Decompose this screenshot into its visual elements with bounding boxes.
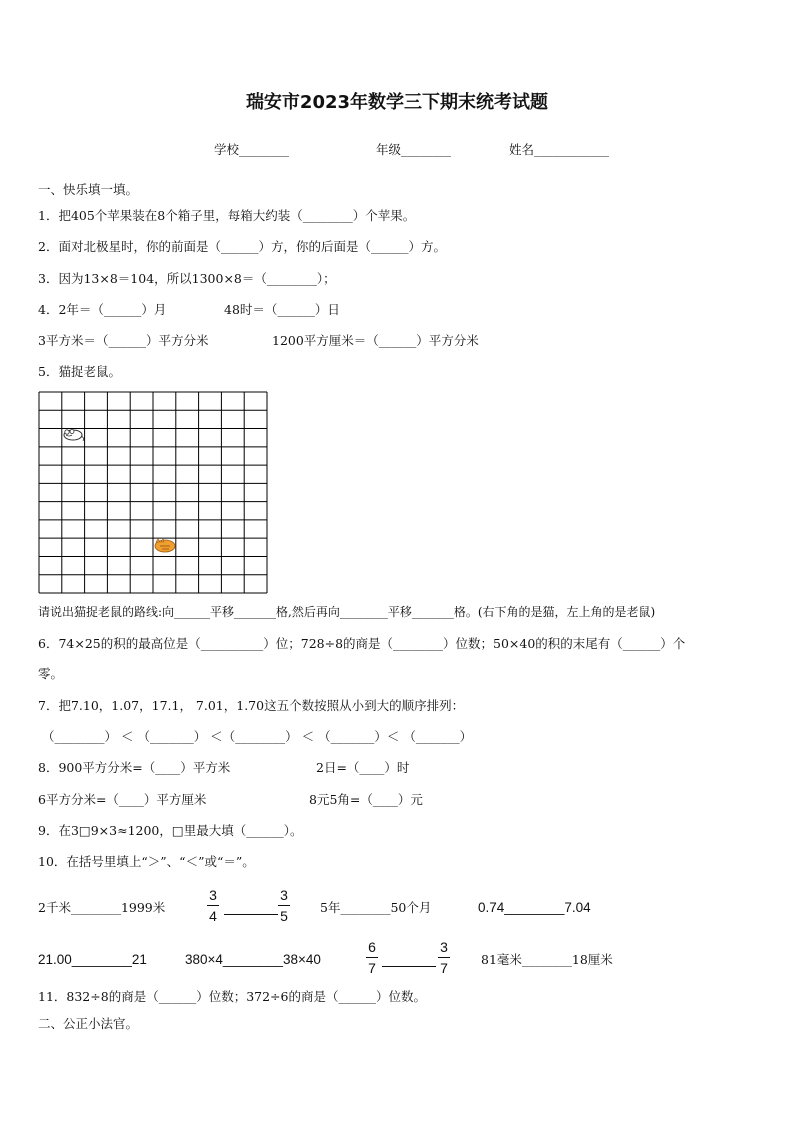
frac-numerator: 3 (440, 939, 448, 955)
q10-row1-frac1 (207, 887, 219, 924)
question-10: 10．在括号里填上“＞”、“＜”或“＝”。 (38, 854, 255, 869)
q10-row2-b: 380×4________38×40 (185, 952, 321, 967)
question-5: 5．猫捉老鼠。 (38, 364, 121, 379)
question-3: 3．因为13×8＝104，所以1300×8＝（________）； (38, 271, 336, 286)
question-5-text: 请说出猫捉老鼠的路线:向______平移_______格,然后再向________平移_______格。(右下角的是猫，左上角的是老鼠) (38, 605, 656, 619)
q10-row2-d: 81毫米________18厘米 (481, 952, 613, 967)
cat-mouse-grid (38, 391, 270, 595)
q10-row2-a: 21.00________21 (38, 952, 147, 967)
q10-row1-a: 2千米________1999米 (38, 900, 166, 915)
question-8c: 6平方分米=（____）平方厘米 (38, 792, 207, 807)
question-8d: 8元5角=（____）元 (309, 792, 423, 807)
q10-row1-frac2 (278, 887, 290, 924)
school-field[interactable]: 学校________ (214, 142, 290, 157)
question-6b: 零。 (38, 666, 64, 681)
question-2: 2．面对北极星时，你的前面是（______）方，你的后面是（______）方。 (38, 239, 446, 254)
q10-row1-c: 5年________50个月 (320, 900, 432, 915)
q10-row1-d: 0.74________7.04 (478, 900, 591, 915)
frac-numerator: 3 (280, 887, 288, 903)
section2-heading: 二、公正小法官。 (38, 1016, 139, 1031)
q10-row2-frac1 (366, 939, 378, 976)
question-6a: 6．74×25的积的最高位是（__________）位；728÷8的商是（________）位数；50×40的积的末尾有（______）个 (38, 636, 686, 651)
question-7-row: （________） ＜ （_______） ＜（________） ＜ （_______）＜ （_______） (42, 729, 473, 744)
section1-heading: 一、快乐填一填。 (38, 182, 139, 197)
grade-field[interactable]: 年级________ (376, 142, 452, 157)
cat-icon (155, 539, 175, 552)
frac-denominator: 7 (368, 960, 376, 976)
frac-denominator: 5 (280, 908, 288, 924)
question-7: 7．把7.10，1.07，17.1， 7.01，1.70这五个数按照从小到大的顺序排列： (38, 698, 465, 713)
grid-lines (39, 392, 267, 593)
page-title: 瑞安市2023年数学三下期末统考试题 (245, 92, 549, 113)
question-4a: 4．2年＝（______）月 (38, 302, 167, 317)
frac-numerator: 6 (368, 939, 376, 955)
name-field[interactable]: 姓名____________ (509, 142, 610, 157)
frac-numerator: 3 (209, 887, 217, 903)
question-4b: 48时＝（______）日 (224, 302, 340, 317)
question-4d: 1200平方厘米＝（______）平方分米 (272, 333, 479, 348)
question-4c: 3平方米＝（______）平方分米 (38, 333, 209, 348)
frac-denominator: 7 (440, 960, 448, 976)
question-8a: 8．900平方分米=（____）平方米 (38, 760, 231, 775)
question-8b: 2日=（____）时 (316, 760, 410, 775)
q10-row2-blank[interactable] (382, 953, 436, 967)
question-11: 11．832÷8的商是（______）位数；372÷6的商是（______）位数。 (38, 989, 426, 1004)
question-1: 1．把405个苹果装在8个箱子里，每箱大约装（________）个苹果。 (38, 208, 416, 223)
q10-row1-blank[interactable] (224, 901, 278, 915)
mouse-icon (64, 430, 84, 442)
q10-row2-frac2 (438, 939, 450, 976)
question-9: 9．在3□9×3≈1200，□里最大填（______）。 (38, 823, 303, 838)
frac-denominator: 4 (209, 908, 217, 924)
